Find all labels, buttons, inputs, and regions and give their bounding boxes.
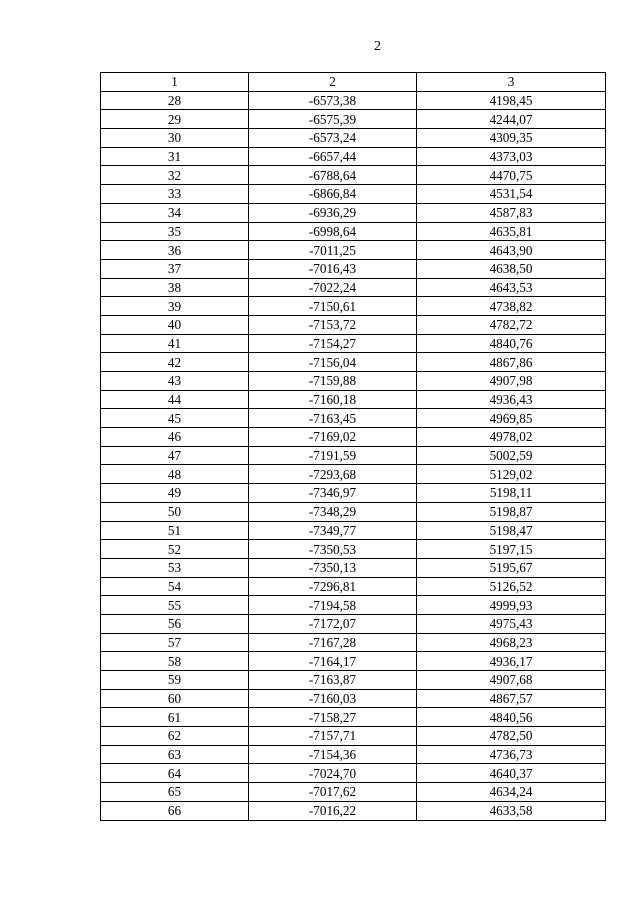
x-coordinate-cell: -7167,28 (249, 633, 417, 652)
table-row (101, 241, 606, 260)
y-coordinate-cell: 4643,53 (417, 278, 606, 297)
x-coordinate-cell: -6788,64 (249, 166, 417, 185)
x-coordinate-cell: -7191,59 (249, 446, 417, 465)
x-coordinate-cell: -7163,87 (249, 671, 417, 690)
table-row (101, 708, 606, 727)
table-row (101, 334, 606, 353)
table-row (101, 558, 606, 577)
point-number-cell: 38 (101, 278, 249, 297)
table-row (101, 353, 606, 372)
x-coordinate-cell: -7158,27 (249, 708, 417, 727)
point-number-cell: 58 (101, 652, 249, 671)
point-number-cell: 33 (101, 185, 249, 204)
header-row (101, 73, 606, 92)
table-row (101, 540, 606, 559)
y-coordinate-cell: 5195,67 (417, 558, 606, 577)
table-row (101, 689, 606, 708)
table-row (101, 633, 606, 652)
point-number-cell: 65 (101, 783, 249, 802)
point-number-cell: 47 (101, 446, 249, 465)
y-coordinate-cell: 4470,75 (417, 166, 606, 185)
y-coordinate-cell: 5198,11 (417, 484, 606, 503)
x-coordinate-cell: -6575,39 (249, 110, 417, 129)
point-number-cell: 62 (101, 727, 249, 746)
table-row (101, 727, 606, 746)
y-coordinate-cell: 4999,93 (417, 596, 606, 615)
table-row (101, 185, 606, 204)
table-row (101, 745, 606, 764)
point-number-cell: 63 (101, 745, 249, 764)
table-row (101, 372, 606, 391)
table-row (101, 521, 606, 540)
y-coordinate-cell: 5129,02 (417, 465, 606, 484)
y-coordinate-cell: 4975,43 (417, 614, 606, 633)
y-coordinate-cell: 4309,35 (417, 129, 606, 148)
point-number-cell: 56 (101, 614, 249, 633)
table-row (101, 203, 606, 222)
x-coordinate-cell: -7346,97 (249, 484, 417, 503)
y-coordinate-cell: 4782,72 (417, 315, 606, 334)
y-coordinate-cell: 4936,17 (417, 652, 606, 671)
x-coordinate-cell: -7154,36 (249, 745, 417, 764)
point-number-cell: 37 (101, 259, 249, 278)
point-number-cell: 44 (101, 390, 249, 409)
y-coordinate-cell: 4635,81 (417, 222, 606, 241)
table-row (101, 278, 606, 297)
table-row (101, 428, 606, 447)
point-number-cell: 60 (101, 689, 249, 708)
point-number-cell: 51 (101, 521, 249, 540)
x-coordinate-cell: -7160,03 (249, 689, 417, 708)
point-number-cell: 34 (101, 203, 249, 222)
y-coordinate-cell: 4840,76 (417, 334, 606, 353)
table-header (101, 73, 606, 92)
y-coordinate-cell: 4640,37 (417, 764, 606, 783)
y-coordinate-cell: 5197,15 (417, 540, 606, 559)
x-coordinate-cell: -7157,71 (249, 727, 417, 746)
x-coordinate-cell: -7016,22 (249, 801, 417, 820)
column-header-1: 1 (101, 73, 249, 92)
point-number-cell: 36 (101, 241, 249, 260)
y-coordinate-cell: 4198,45 (417, 91, 606, 110)
table-row (101, 390, 606, 409)
y-coordinate-cell: 4738,82 (417, 297, 606, 316)
y-coordinate-cell: 4936,43 (417, 390, 606, 409)
table-row (101, 110, 606, 129)
x-coordinate-cell: -7350,53 (249, 540, 417, 559)
x-coordinate-cell: -7164,17 (249, 652, 417, 671)
table-row (101, 147, 606, 166)
x-coordinate-cell: -7159,88 (249, 372, 417, 391)
table-row (101, 91, 606, 110)
x-coordinate-cell: -7163,45 (249, 409, 417, 428)
table-row (101, 764, 606, 783)
point-number-cell: 45 (101, 409, 249, 428)
x-coordinate-cell: -7156,04 (249, 353, 417, 372)
table-row (101, 801, 606, 820)
table-row (101, 502, 606, 521)
coordinates-table (100, 72, 606, 821)
table-row (101, 596, 606, 615)
point-number-cell: 39 (101, 297, 249, 316)
point-number-cell: 55 (101, 596, 249, 615)
table-row (101, 297, 606, 316)
x-coordinate-cell: -6573,24 (249, 129, 417, 148)
y-coordinate-cell: 4643,90 (417, 241, 606, 260)
table-row (101, 671, 606, 690)
table-row (101, 446, 606, 465)
y-coordinate-cell: 5126,52 (417, 577, 606, 596)
x-coordinate-cell: -7011,25 (249, 241, 417, 260)
y-coordinate-cell: 4634,24 (417, 783, 606, 802)
x-coordinate-cell: -7016,43 (249, 259, 417, 278)
point-number-cell: 61 (101, 708, 249, 727)
point-number-cell: 43 (101, 372, 249, 391)
point-number-cell: 30 (101, 129, 249, 148)
y-coordinate-cell: 4638,50 (417, 259, 606, 278)
x-coordinate-cell: -7194,58 (249, 596, 417, 615)
point-number-cell: 48 (101, 465, 249, 484)
x-coordinate-cell: -7349,77 (249, 521, 417, 540)
y-coordinate-cell: 4587,83 (417, 203, 606, 222)
point-number-cell: 57 (101, 633, 249, 652)
x-coordinate-cell: -6573,38 (249, 91, 417, 110)
table-row (101, 129, 606, 148)
point-number-cell: 40 (101, 315, 249, 334)
point-number-cell: 32 (101, 166, 249, 185)
y-coordinate-cell: 5198,87 (417, 502, 606, 521)
table-row (101, 409, 606, 428)
x-coordinate-cell: -6866,84 (249, 185, 417, 204)
table-row (101, 222, 606, 241)
table-row (101, 614, 606, 633)
y-coordinate-cell: 4736,73 (417, 745, 606, 764)
table-body (101, 91, 606, 820)
y-coordinate-cell: 4633,58 (417, 801, 606, 820)
x-coordinate-cell: -7153,72 (249, 315, 417, 334)
table-row (101, 577, 606, 596)
point-number-cell: 29 (101, 110, 249, 129)
column-header-3: 3 (417, 73, 606, 92)
table-row (101, 652, 606, 671)
x-coordinate-cell: -7024,70 (249, 764, 417, 783)
point-number-cell: 46 (101, 428, 249, 447)
y-coordinate-cell: 5198,47 (417, 521, 606, 540)
x-coordinate-cell: -6936,29 (249, 203, 417, 222)
page-number: 2 (374, 39, 381, 54)
y-coordinate-cell: 4531,54 (417, 185, 606, 204)
point-number-cell: 42 (101, 353, 249, 372)
point-number-cell: 52 (101, 540, 249, 559)
x-coordinate-cell: -7017,62 (249, 783, 417, 802)
x-coordinate-cell: -7022,24 (249, 278, 417, 297)
point-number-cell: 50 (101, 502, 249, 521)
x-coordinate-cell: -7296,81 (249, 577, 417, 596)
x-coordinate-cell: -7350,13 (249, 558, 417, 577)
point-number-cell: 59 (101, 671, 249, 690)
x-coordinate-cell: -7160,18 (249, 390, 417, 409)
y-coordinate-cell: 4373,03 (417, 147, 606, 166)
point-number-cell: 53 (101, 558, 249, 577)
table-row (101, 166, 606, 185)
x-coordinate-cell: -7172,07 (249, 614, 417, 633)
y-coordinate-cell: 4978,02 (417, 428, 606, 447)
point-number-cell: 41 (101, 334, 249, 353)
point-number-cell: 66 (101, 801, 249, 820)
x-coordinate-cell: -7169,02 (249, 428, 417, 447)
x-coordinate-cell: -6657,44 (249, 147, 417, 166)
table-row (101, 484, 606, 503)
x-coordinate-cell: -7150,61 (249, 297, 417, 316)
point-number-cell: 54 (101, 577, 249, 596)
y-coordinate-cell: 4782,50 (417, 727, 606, 746)
point-number-cell: 64 (101, 764, 249, 783)
point-number-cell: 35 (101, 222, 249, 241)
table-row (101, 465, 606, 484)
column-header-2: 2 (249, 73, 417, 92)
x-coordinate-cell: -7293,68 (249, 465, 417, 484)
y-coordinate-cell: 4968,23 (417, 633, 606, 652)
y-coordinate-cell: 4244,07 (417, 110, 606, 129)
point-number-cell: 28 (101, 91, 249, 110)
y-coordinate-cell: 4840,56 (417, 708, 606, 727)
y-coordinate-cell: 5002,59 (417, 446, 606, 465)
x-coordinate-cell: -6998,64 (249, 222, 417, 241)
y-coordinate-cell: 4907,68 (417, 671, 606, 690)
table-row (101, 315, 606, 334)
table-row (101, 783, 606, 802)
x-coordinate-cell: -7154,27 (249, 334, 417, 353)
y-coordinate-cell: 4969,85 (417, 409, 606, 428)
y-coordinate-cell: 4907,98 (417, 372, 606, 391)
point-number-cell: 49 (101, 484, 249, 503)
y-coordinate-cell: 4867,86 (417, 353, 606, 372)
point-number-cell: 31 (101, 147, 249, 166)
x-coordinate-cell: -7348,29 (249, 502, 417, 521)
table-row (101, 259, 606, 278)
y-coordinate-cell: 4867,57 (417, 689, 606, 708)
